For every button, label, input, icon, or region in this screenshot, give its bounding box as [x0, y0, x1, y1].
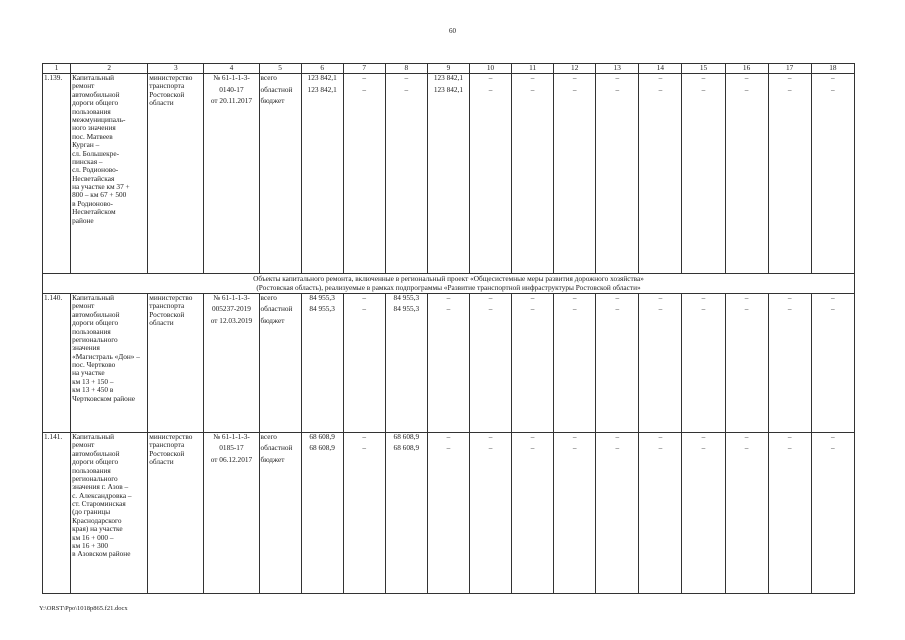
design-document: № 61-1-1-3- 0140-17 от 20.11.2017 — [204, 74, 259, 274]
design-document: № 61-1-1-3- 005237-2019 от 12.03.2019 — [204, 293, 259, 432]
amount-cell: – – — [811, 74, 854, 274]
amount-cell: – – — [811, 293, 854, 432]
amount-cell: – – — [596, 293, 639, 432]
table-row — [43, 293, 855, 432]
amount-cell: – – — [512, 293, 554, 432]
section-heading — [43, 274, 855, 294]
amount-cell: 68 608,9 68 608,9 — [385, 432, 427, 593]
column-header: 11 — [512, 64, 554, 74]
responsible-executor: министерство транспорта Ростовской области — [148, 293, 204, 432]
amount-cell: – – — [469, 74, 511, 274]
amount-cell: 84 955,3 84 955,3 — [301, 293, 343, 432]
row-number: 1.141. — [43, 432, 71, 593]
column-header: 7 — [343, 64, 385, 74]
header-row — [43, 64, 855, 74]
column-header: 12 — [554, 64, 596, 74]
section-heading-row — [43, 274, 855, 294]
column-header: 4 — [204, 64, 259, 74]
amount-cell: – – — [427, 293, 469, 432]
column-header: 15 — [682, 64, 725, 74]
amount-cell: – – — [682, 293, 725, 432]
amount-cell: 68 608,9 68 608,9 — [301, 432, 343, 593]
column-header: 2 — [71, 64, 148, 74]
row-number: 1.139. — [43, 74, 71, 274]
amount-cell: – – — [512, 74, 554, 274]
page-number: 60 — [449, 27, 456, 35]
amount-cell: – – — [554, 74, 596, 274]
amount-cell: – – — [469, 432, 511, 593]
amount-cell: – – — [768, 74, 811, 274]
column-header: 16 — [725, 64, 768, 74]
column-header: 5 — [259, 64, 301, 74]
amount-cell: – – — [596, 74, 639, 274]
funding-source: всего областной бюджет — [259, 293, 301, 432]
amount-cell: – – — [469, 293, 511, 432]
amount-cell: – – — [682, 74, 725, 274]
amount-cell: – – — [639, 432, 682, 593]
amount-cell: – – — [682, 432, 725, 593]
column-header: 18 — [811, 64, 854, 74]
object-name: Капитальный ремонт автомобильной дороги общего пользования регионального значения «Магистраль «Дон» – пос. Чертково на участке км 13 + 150 – км 13 + 450 в Чертковском районе — [71, 293, 148, 432]
column-header: 6 — [301, 64, 343, 74]
column-header: 9 — [427, 64, 469, 74]
amount-cell: – – — [596, 432, 639, 593]
amount-cell: 123 842,1 123 842,1 — [301, 74, 343, 274]
file-path-footer: Y:\ORST\Ppo\1018p865.f21.docx — [39, 605, 128, 612]
amount-cell: 84 955,3 84 955,3 — [385, 293, 427, 432]
amount-cell: – – — [554, 293, 596, 432]
amount-cell: – – — [343, 432, 385, 593]
amount-cell: – – — [811, 432, 854, 593]
design-document: № 61-1-1-3- 0185-17 от 06.12.2017 — [204, 432, 259, 593]
row-number: 1.140. — [43, 293, 71, 432]
table-row — [43, 432, 855, 593]
amount-cell: – – — [385, 74, 427, 274]
column-header: 14 — [639, 64, 682, 74]
object-name: Капитальный ремонт автомобильной дороги общего пользования регионального значения г. Азов – с. Александровка – ст. Староминская (до границы Краснодарского края) на участке км 16 + 000 – км 16 + 300 в Азовском районе — [71, 432, 148, 593]
column-header: 13 — [596, 64, 639, 74]
amount-cell: – – — [343, 74, 385, 274]
amount-cell: – – — [639, 293, 682, 432]
column-header: 17 — [768, 64, 811, 74]
amount-cell: 123 842,1 123 842,1 — [427, 74, 469, 274]
object-name: Капитальный ремонт автомобильной дороги общего пользования межмуниципаль- ного значения пос. Матвеев Курган – сл. Большекре- пинская – сл. Родионово- Несветайская на участке км 37 + 800 – км 67 + 500 в Родионово- Несветайском районе — [71, 74, 148, 274]
budget-table — [42, 63, 855, 594]
amount-cell: – – — [554, 432, 596, 593]
responsible-executor: министерство транспорта Ростовской области — [148, 432, 204, 593]
amount-cell: – – — [725, 432, 768, 593]
amount-cell: – – — [427, 432, 469, 593]
amount-cell: – – — [343, 293, 385, 432]
column-header: 8 — [385, 64, 427, 74]
column-header: 3 — [148, 64, 204, 74]
column-header: 10 — [469, 64, 511, 74]
section-heading-line: (Ростовская область), реализуемые в рамках подпрограммы «Развитие транспортной инфраструктуры Ростовской области» — [256, 283, 641, 293]
amount-cell: – – — [768, 293, 811, 432]
amount-cell: – – — [725, 74, 768, 274]
amount-cell: – – — [639, 74, 682, 274]
responsible-executor: министерство транспорта Ростовской области — [148, 74, 204, 274]
amount-cell: – – — [725, 293, 768, 432]
section-heading-line: Объекты капитального ремонта, включенные в региональный проект «Общесистемные меры развития дорожного хозяйства» — [253, 274, 644, 283]
column-header: 1 — [43, 64, 71, 74]
amount-cell: – – — [768, 432, 811, 593]
funding-source: всего областной бюджет — [259, 74, 301, 274]
funding-source: всего областной бюджет — [259, 432, 301, 593]
amount-cell: – – — [512, 432, 554, 593]
table-row — [43, 74, 855, 274]
